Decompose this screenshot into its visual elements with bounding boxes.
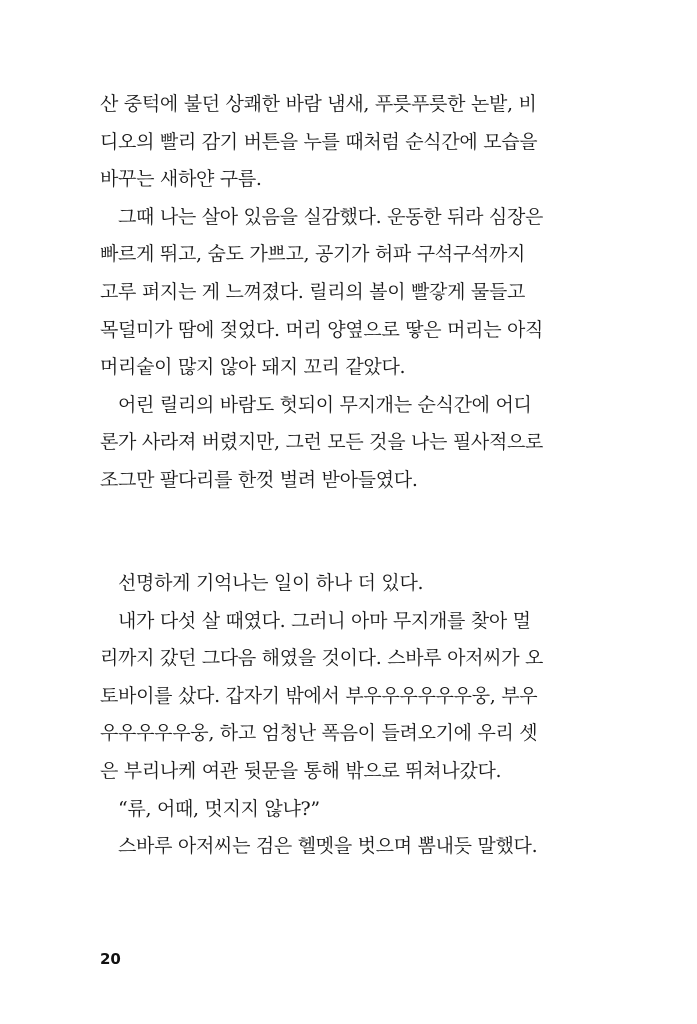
text-line: 내가 다섯 살 때였다. 그러니 아마 무지개를 찾아 멀	[118, 609, 531, 632]
text-line: 머리숱이 많지 않아 돼지 꼬리 같았다.	[100, 356, 406, 379]
text-line: 선명하게 기억나는 일이 하나 더 있다.	[118, 572, 424, 594]
body-text-section-2	[100, 565, 560, 866]
text-line: 빠르게 뛰고, 숨도 가쁘고, 공기가 허파 구석구석까지	[100, 243, 526, 266]
text-line: 디오의 빨리 감기 버튼을 누를 때처럼 순식간에 모습을	[100, 130, 538, 153]
text-line: 리까지 갔던 그다음 해였을 것이다. 스바루 아저씨가 오	[100, 647, 544, 670]
text-line: 조그만 팔다리를 한껏 벌려 받아들였다.	[100, 468, 418, 491]
page-number: 20	[100, 950, 121, 968]
dialogue-line: “류, 어때, 멋지지 않냐?”	[118, 797, 320, 820]
text-line: 은 부리나케 여관 뒷문을 통해 밖으로 뛰쳐나갔다.	[100, 759, 502, 782]
text-line: 산 중턱에 불던 상쾌한 바람 냄새, 푸릇푸릇한 논밭, 비	[100, 93, 537, 115]
text-line: 우우우우우웅, 하고 엄청난 폭음이 들려오기에 우리 셋	[100, 722, 538, 745]
body-text-section-1	[100, 86, 560, 500]
text-line: 스바루 아저씨는 검은 헬멧을 벗으며 뽐내듯 말했다.	[118, 835, 538, 858]
text-line: 고루 퍼지는 게 느껴졌다. 릴리의 볼이 빨갛게 물들고	[100, 280, 526, 303]
text-line: 토바이를 샀다. 갑자기 밖에서 부우우우우우우웅, 부우	[100, 684, 538, 707]
text-line: 어린 릴리의 바람도 헛되이 무지개는 순식간에 어디	[118, 393, 532, 416]
text-line: 론가 사라져 버렸지만, 그런 모든 것을 나는 필사적으로	[100, 431, 544, 454]
text-line: 바꾸는 새하얀 구름.	[100, 168, 262, 191]
text-line: 그때 나는 살아 있음을 실감했다. 운동한 뒤라 심장은	[118, 205, 544, 228]
text-line: 목덜미가 땀에 젖었다. 머리 양옆으로 땋은 머리는 아직	[100, 318, 544, 341]
